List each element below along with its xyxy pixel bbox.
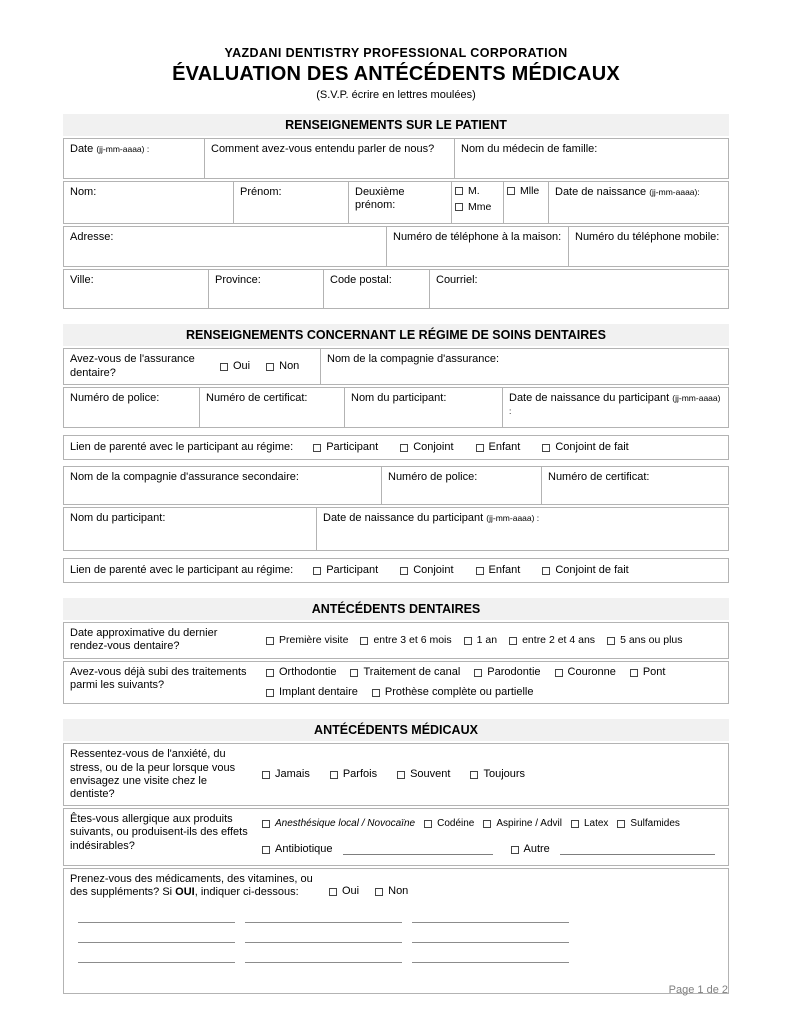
checkbox-icon[interactable] — [630, 669, 638, 677]
checkbox-icon[interactable] — [350, 669, 358, 677]
option-label: Autre — [523, 843, 550, 856]
section-patient-title: RENSEIGNEMENTS SUR LE PATIENT — [63, 114, 729, 136]
field-label: Nom du participant: — [351, 392, 447, 404]
field-home-phone[interactable] — [386, 227, 568, 266]
options-line — [266, 686, 722, 699]
field-label: Date de naissance du participant (jj-mm-aaaa) : — [509, 392, 721, 417]
checkbox-icon[interactable] — [330, 771, 338, 779]
option-label: 5 ans ou plus — [620, 634, 683, 647]
field-subscriber-dob[interactable] — [502, 388, 728, 427]
option-label: Anesthésique local / Novocaïne — [275, 818, 416, 830]
option-label: Sulfamides — [630, 818, 680, 830]
patient-row-1 — [63, 138, 729, 179]
field-insurance-company[interactable] — [320, 349, 728, 384]
option-label: entre 3 et 6 mois — [373, 634, 452, 647]
option-label: Pont — [642, 666, 666, 678]
checkbox-parfois[interactable] — [330, 768, 377, 781]
option-label: Parfois — [342, 768, 378, 781]
insurance-relationship-row-1 — [63, 435, 729, 460]
option-label: Toujours — [483, 768, 526, 781]
page-number: Page 1 de 2 — [668, 984, 728, 996]
insurance-row-2 — [63, 387, 729, 428]
checkbox-icon[interactable] — [542, 567, 550, 575]
checkbox-icon[interactable] — [507, 187, 515, 195]
field-label: Ville: — [70, 274, 94, 286]
checkbox-icon[interactable] — [372, 689, 380, 697]
option-label: Prothèse complète ou partielle — [384, 686, 534, 699]
checkbox-icon[interactable] — [511, 846, 519, 854]
option-label: Oui — [342, 885, 360, 898]
checkbox-toujours[interactable] — [470, 768, 525, 781]
checkbox-autre[interactable] — [511, 843, 550, 856]
checkbox-implant-dentaire[interactable] — [266, 686, 358, 699]
relationship-field — [64, 437, 728, 458]
checkbox-enfant[interactable] — [476, 441, 521, 454]
page-subtitle: (S.V.P. écrire en lettres moulées) — [316, 89, 476, 101]
medication-line[interactable] — [78, 942, 235, 943]
section-medical-title: ANTÉCÉDENTS MÉDICAUX — [63, 719, 729, 741]
relationship-field-2 — [64, 560, 728, 581]
medications-field — [64, 869, 728, 993]
checkbox-icon[interactable] — [455, 187, 463, 195]
anxiety-question — [64, 744, 256, 805]
field-label: Avez-vous déjà subi des traitements parmi les suivants? — [70, 666, 247, 692]
options-line — [266, 634, 683, 647]
checkbox-icon[interactable] — [375, 888, 383, 896]
checkbox-icon[interactable] — [313, 444, 321, 452]
field-label: Code postal: — [330, 274, 392, 286]
field-certificate-number-2[interactable] — [541, 467, 728, 504]
medical-row-1 — [63, 743, 729, 806]
field-has-insurance — [64, 349, 320, 384]
field-label: Avez-vous de l'assurance dentaire? — [70, 353, 195, 379]
checkbox-souvent[interactable] — [397, 768, 450, 781]
field-label: Courriel: — [436, 274, 478, 286]
medications-question-row — [70, 873, 722, 899]
field-postal-code[interactable] — [323, 270, 429, 308]
checkbox-icon[interactable] — [266, 689, 274, 697]
field-label: Nom du médecin de famille: — [461, 143, 598, 155]
checkbox-icon[interactable] — [424, 820, 432, 828]
option-label: Implant dentaire — [279, 686, 358, 699]
form-content — [63, 0, 729, 994]
company-name: YAZDANI DENTISTRY PROFESSIONAL CORPORATION — [224, 46, 568, 60]
option-label: Conjoint — [413, 440, 454, 453]
option-label: 1 an — [476, 634, 498, 647]
option-label: entre 2 et 4 ans — [522, 634, 596, 647]
option-label: Conjoint de fait — [555, 440, 629, 453]
checkbox-icon[interactable] — [220, 363, 228, 371]
field-label: Numéro de police: — [388, 471, 478, 483]
checkbox-antibiotique[interactable] — [262, 843, 333, 856]
field-label: Date (jj-mm-aaaa) : — [70, 143, 150, 155]
field-province[interactable] — [208, 270, 323, 308]
medication-line[interactable] — [245, 922, 402, 923]
field-mobile-phone[interactable] — [568, 227, 728, 266]
field-date[interactable] — [64, 139, 204, 178]
medication-line[interactable] — [245, 962, 402, 963]
insurance-row-5 — [63, 507, 729, 551]
has-insurance-options — [220, 360, 299, 373]
field-certificate-number[interactable] — [199, 388, 344, 427]
section-insurance-title: RENSEIGNEMENTS CONCERNANT LE RÉGIME DE SOINS DENTAIRES — [63, 324, 729, 346]
checkbox-icon[interactable] — [360, 637, 368, 645]
checkbox-icon[interactable] — [555, 669, 563, 677]
medication-list-lines — [78, 922, 572, 963]
checkbox-icon[interactable] — [483, 820, 491, 828]
field-label: Nom: — [70, 186, 97, 198]
field-label: Nom du participant: — [70, 512, 166, 524]
checkbox-sulfamides[interactable] — [617, 818, 679, 830]
option-label: Aspirine / Advil — [496, 818, 562, 830]
options-line — [266, 666, 722, 679]
option-label: Jamais — [275, 768, 310, 781]
checkbox-pont[interactable] — [630, 666, 666, 679]
field-label: Province: — [215, 274, 261, 286]
checkbox-icon[interactable] — [313, 567, 321, 575]
option-label: Traitement de canal — [363, 666, 461, 678]
checkbox-icon[interactable] — [266, 637, 274, 645]
option-label: Orthodontie — [279, 666, 337, 678]
options-line — [262, 843, 722, 856]
checkbox-couronne[interactable] — [555, 666, 616, 679]
checkbox-5-ans-ou-plus[interactable] — [607, 634, 682, 647]
field-subscriber-dob-2[interactable] — [316, 508, 728, 550]
patient-row-3 — [63, 226, 729, 267]
checkbox-codeine[interactable] — [424, 818, 474, 830]
options-line — [262, 768, 525, 781]
option-label: M. — [468, 185, 480, 197]
checkbox-1-an[interactable] — [464, 634, 497, 647]
checkbox-non[interactable] — [266, 360, 299, 373]
checkbox-traitement-de-canal[interactable] — [350, 666, 460, 679]
field-label: Prénom: — [240, 186, 282, 198]
checkbox-icon[interactable] — [474, 669, 482, 677]
checkbox-non[interactable] — [375, 885, 408, 898]
checkbox-icon[interactable] — [262, 771, 270, 779]
field-city[interactable] — [64, 270, 208, 308]
checkbox-icon[interactable] — [464, 637, 472, 645]
checkbox-icon[interactable] — [397, 771, 405, 779]
checkbox-participant[interactable] — [313, 564, 378, 577]
checkbox-aspirine-advil[interactable] — [483, 818, 562, 830]
field-label: Numéro du téléphone mobile: — [575, 231, 720, 243]
checkbox-m[interactable] — [455, 185, 500, 198]
option-label: Couronne — [567, 666, 616, 678]
field-policy-number[interactable] — [64, 388, 199, 427]
field-subscriber-name-2[interactable] — [64, 508, 316, 550]
patient-row-4 — [63, 269, 729, 309]
medication-line[interactable] — [412, 942, 569, 943]
option-label: Participant — [326, 563, 379, 576]
checkbox-oui[interactable] — [220, 360, 250, 373]
field-middle-name[interactable] — [348, 182, 451, 223]
field-label: Nom de la compagnie d'assurance secondaire: — [70, 471, 299, 483]
past-treatments-options — [260, 662, 728, 703]
insurance-row-4 — [63, 466, 729, 505]
field-first-name[interactable] — [233, 182, 348, 223]
option-label: Participant — [326, 440, 379, 453]
checkbox-icon[interactable] — [329, 888, 337, 896]
options-line — [262, 818, 722, 830]
checkbox-icon[interactable] — [571, 820, 579, 828]
field-label: Numéro de certificat: — [206, 392, 308, 404]
checkbox-enfant[interactable] — [476, 564, 521, 577]
checkbox-icon[interactable] — [455, 203, 463, 211]
checkbox-icon[interactable] — [262, 846, 270, 854]
checkbox-icon[interactable] — [476, 567, 484, 575]
patient-row-2 — [63, 181, 729, 224]
field-secondary-insurance-company[interactable] — [64, 467, 381, 504]
medical-row-2 — [63, 808, 729, 866]
checkbox-conjoint-de-fait[interactable] — [542, 564, 628, 577]
option-label: Enfant — [488, 563, 521, 576]
checkbox-premiere-visite[interactable] — [266, 634, 348, 647]
dental-row-2 — [63, 661, 729, 704]
checkbox-icon[interactable] — [617, 820, 625, 828]
allergy-question — [64, 809, 256, 865]
checkbox-icon[interactable] — [400, 567, 408, 575]
medication-line[interactable] — [245, 942, 402, 943]
option-label: Codéine — [437, 818, 475, 830]
checkbox-oui[interactable] — [329, 885, 359, 898]
field-label: Prenez-vous des médicaments, des vitamines, ou des suppléments? Si OUI, indiquer ci-dessous: — [70, 873, 313, 899]
option-label: Conjoint de fait — [555, 563, 629, 576]
checkbox-icon[interactable] — [262, 820, 270, 828]
checkbox-entre-2-et-4-ans[interactable] — [509, 634, 595, 647]
medication-line[interactable] — [78, 922, 235, 923]
option-label: Non — [279, 359, 300, 372]
field-label: Deuxième prénom: — [355, 186, 405, 212]
field-last-name[interactable] — [64, 182, 233, 223]
page-title: ÉVALUATION DES ANTÉCÉDENTS MÉDICAUX — [172, 63, 620, 85]
field-label: Êtes-vous allergique aux produits suivants, ou produisent-ils des effets indésirables? — [70, 813, 248, 852]
doc-header — [63, 0, 729, 101]
medication-line[interactable] — [412, 922, 569, 923]
checkbox-icon[interactable] — [266, 669, 274, 677]
field-label: Date approximative du dernier rendez-vous dentaire? — [70, 627, 218, 653]
checkbox-icon[interactable] — [470, 771, 478, 779]
salutation-group — [451, 182, 503, 223]
field-family-doctor[interactable] — [454, 139, 728, 178]
field-label: Date de naissance du participant (jj-mm-aaaa) : — [323, 512, 540, 524]
medication-line[interactable] — [412, 962, 569, 963]
checkbox-anesthesique[interactable] — [262, 818, 415, 830]
option-label: Antibiotique — [275, 843, 333, 856]
last-visit-question — [64, 623, 260, 658]
field-label: Comment avez-vous entendu parler de nous? — [211, 143, 435, 155]
field-label: Adresse: — [70, 231, 114, 243]
checkbox-jamais[interactable] — [262, 768, 310, 781]
last-visit-options — [260, 623, 728, 658]
relationship-options — [313, 441, 629, 454]
option-label: Latex — [583, 818, 609, 830]
field-label: Lien de parenté avec le participant au régime: — [70, 440, 294, 453]
field-address[interactable] — [64, 227, 386, 266]
field-birth-date[interactable] — [548, 182, 728, 223]
checkbox-conjoint[interactable] — [400, 564, 453, 577]
option-label: Conjoint — [413, 563, 454, 576]
checkbox-icon[interactable] — [509, 637, 517, 645]
field-label: Numéro de certificat: — [548, 471, 650, 483]
checkbox-icon[interactable] — [400, 444, 408, 452]
checkbox-icon[interactable] — [266, 363, 274, 371]
checkbox-mlle[interactable] — [507, 185, 539, 198]
checkbox-entre-3-et-6-mois[interactable] — [360, 634, 451, 647]
option-label: Mme — [468, 200, 492, 213]
checkbox-latex[interactable] — [571, 818, 608, 830]
option-label: Première visite — [279, 634, 349, 647]
checkbox-icon[interactable] — [607, 637, 615, 645]
checkbox-participant[interactable] — [313, 441, 378, 454]
field-label: Date de naissance (jj-mm-aaaa): — [555, 186, 700, 198]
option-label: Non — [388, 885, 409, 898]
field-policy-number-2[interactable] — [381, 467, 541, 504]
checkbox-icon[interactable] — [476, 444, 484, 452]
checkbox-parodontie[interactable] — [474, 666, 540, 679]
medication-line[interactable] — [78, 962, 235, 963]
checkbox-prothese[interactable] — [372, 686, 534, 699]
option-label: Oui — [233, 359, 251, 372]
field-label: Ressentez-vous de l'anxiété, du stress, ou de la peur lorsque vous envisagez une visite chez le dentiste? — [70, 748, 236, 800]
checkbox-conjoint-de-fait[interactable] — [542, 441, 628, 454]
anxiety-options — [256, 744, 728, 805]
insurance-relationship-row-2 — [63, 558, 729, 583]
checkbox-orthodontie[interactable] — [266, 666, 336, 679]
option-label: Parodontie — [487, 666, 541, 678]
checkbox-conjoint[interactable] — [400, 441, 453, 454]
other-write-line[interactable] — [560, 845, 715, 855]
relationship-options-2 — [313, 564, 629, 577]
salutation-mlle-cell — [503, 182, 548, 223]
field-subscriber-name[interactable] — [344, 388, 502, 427]
checkbox-mme[interactable] — [455, 201, 500, 214]
checkbox-icon[interactable] — [542, 444, 550, 452]
insurance-row-1 — [63, 348, 729, 385]
dental-row-1 — [63, 622, 729, 659]
medical-row-3 — [63, 868, 729, 994]
option-label: Souvent — [410, 768, 451, 781]
field-label: Lien de parenté avec le participant au régime: — [70, 563, 294, 576]
allergy-options — [256, 809, 728, 865]
option-label: Enfant — [488, 440, 521, 453]
field-label: Nom de la compagnie d'assurance: — [327, 353, 500, 365]
section-dental-title: ANTÉCÉDENTS DENTAIRES — [63, 598, 729, 620]
medications-options — [329, 885, 408, 898]
past-treatments-question — [64, 662, 260, 703]
antibiotic-write-line[interactable] — [343, 845, 493, 855]
field-label: Numéro de téléphone à la maison: — [393, 231, 562, 243]
field-label: Numéro de police: — [70, 392, 160, 404]
option-label: Mlle — [520, 185, 540, 197]
field-email[interactable] — [429, 270, 728, 308]
field-heard-about-us[interactable] — [204, 139, 454, 178]
